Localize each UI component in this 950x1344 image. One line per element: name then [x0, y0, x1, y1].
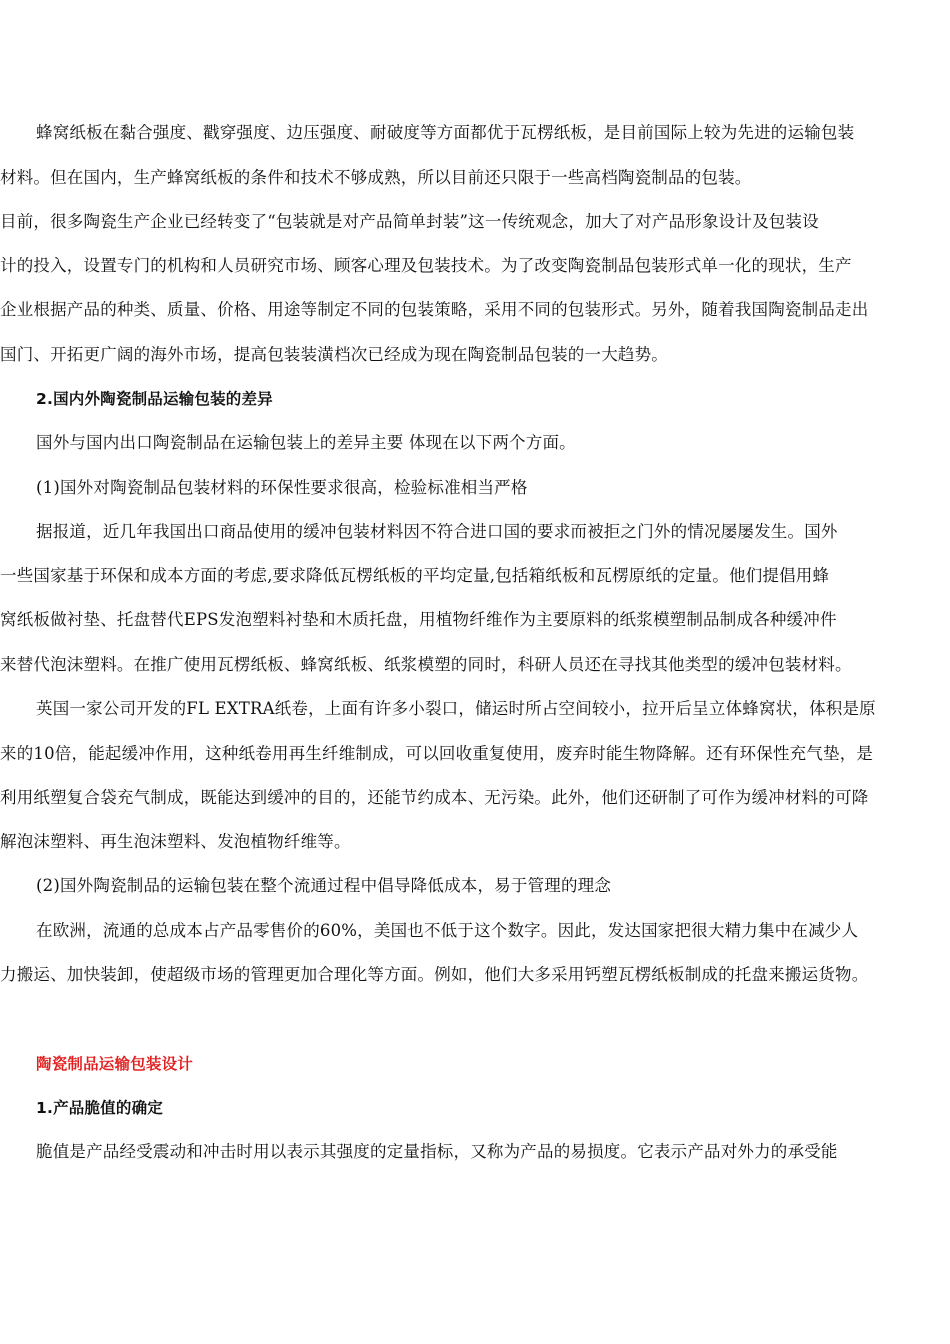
- paragraph-line: 窝纸板做衬垫、托盘替代EPS发泡塑料衬垫和木质托盘，用植物纤维作为主要原料的纸浆模塑制品制成各种缓冲件: [0, 610, 837, 629]
- paragraph-line: 英国一家公司开发的FL EXTRA纸卷，上面有许多小裂口，储运时所占空间较小，拉开后呈立体蜂窝状，体积是原: [36, 699, 876, 718]
- paragraph-line: 国外与国内出口陶瓷制品在运输包装上的差异主要 体现在以下两个方面。: [36, 433, 576, 452]
- subheading-line: (2)国外陶瓷制品的运输包装在整个流通过程中倡导降低成本，易于管理的理念: [36, 876, 612, 895]
- paragraph-line: 力搬运、加快装卸，使超级市场的管理更加合理化等方面。例如，他们大多采用钙塑瓦楞纸板制成的托盘来搬运货物。: [0, 965, 869, 984]
- section-heading-differences: 2.国内外陶瓷制品运输包装的差异: [36, 390, 273, 408]
- paragraph-line: 目前，很多陶瓷生产企业已经转变了“包装就是对产品简单封装”这一传统观念，加大了对产品形象设计及包装设: [0, 212, 819, 231]
- subheading-line: (1)国外对陶瓷制品包装材料的环保性要求很高，检验标准相当严格: [36, 478, 528, 497]
- paragraph-line: 来的10倍，能起缓冲作用，这种纸卷用再生纤维制成，可以回收重复使用，废弃时能生物降解。还有环保性充气垫，是: [0, 744, 874, 763]
- paragraph-line: 解泡沫塑料、再生泡沫塑料、发泡植物纤维等。: [0, 832, 351, 851]
- paragraph-line: 企业根据产品的种类、质量、价格、用途等制定不同的包装策略，采用不同的包装形式。另外，随着我国陶瓷制品走出: [0, 300, 869, 319]
- paragraph-line: 脆值是产品经受震动和冲击时用以表示其强度的定量指标，又称为产品的易损度。它表示产品对外力的承受能: [36, 1142, 838, 1161]
- section-heading-brittleness: 1.产品脆值的确定: [36, 1099, 163, 1117]
- paragraph-line: 国门、开拓更广阔的海外市场，提高包装装潢档次已经成为现在陶瓷制品包装的一大趋势。: [0, 345, 668, 364]
- paragraph-line: 蜂窝纸板在黏合强度、戳穿强度、边压强度、耐破度等方面都优于瓦楞纸板，是目前国际上较为先进的运输包装: [36, 123, 855, 142]
- paragraph-line: 在欧洲，流通的总成本占产品零售价的60%，美国也不低于这个数字。因此，发达国家把很大精力集中在减少人: [36, 921, 859, 940]
- section-title-red: 陶瓷制品运输包装设计: [36, 1055, 194, 1073]
- paragraph-line: 据报道，近几年我国出口商品使用的缓冲包装材料因不符合进口国的要求而被拒之门外的情况屡屡发生。国外: [36, 522, 838, 541]
- paragraph-line: 来替代泡沫塑料。在推广使用瓦楞纸板、蜂窝纸板、纸浆模塑的同时，科研人员还在寻找其他类型的缓冲包装材料。: [0, 655, 852, 674]
- paragraph-line: 计的投入，设置专门的机构和人员研究市场、顾客心理及包装技术。为了改变陶瓷制品包装形式单一化的现状，生产: [0, 256, 852, 275]
- paragraph-line: 一些国家基于环保和成本方面的考虑,要求降低瓦楞纸板的平均定量,包括箱纸板和瓦楞原纸的定量。他们提倡用蜂: [0, 566, 830, 585]
- paragraph-line: 利用纸塑复合袋充气制成，既能达到缓冲的目的，还能节约成本、无污染。此外，他们还研制了可作为缓冲材料的可降: [0, 788, 869, 807]
- paragraph-line: 材料。但在国内，生产蜂窝纸板的条件和技术不够成熟，所以目前还只限于一些高档陶瓷制品的包装。: [0, 168, 752, 187]
